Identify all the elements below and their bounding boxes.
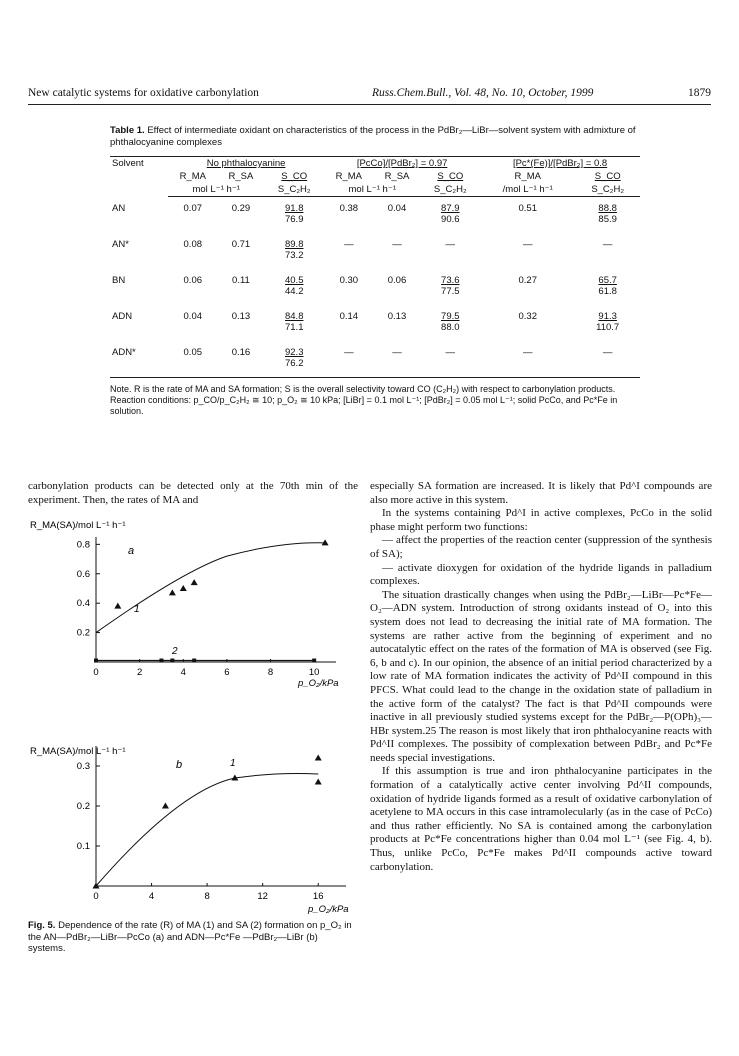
cell-rma2 xyxy=(324,341,373,378)
cell-solvent xyxy=(110,341,168,378)
group-pcco xyxy=(324,157,480,171)
cell-rsa1 xyxy=(218,305,265,341)
h-units-1: mol L⁻¹ h⁻¹ xyxy=(168,183,264,197)
cell-value: 0.04 xyxy=(387,203,407,214)
cell-sc2h2 xyxy=(577,358,638,369)
cell-value: 73.6 xyxy=(441,275,460,286)
cell-value: 0.27 xyxy=(518,275,537,286)
table-caption-text: Effect of intermediate oxidant on characteristics of the process in the PdBr₂—LiBr—solvent system with admixture of phthalocyanine complexes xyxy=(110,125,636,148)
curve-2-label: 2 xyxy=(172,646,178,657)
cell-value: 0.29 xyxy=(231,203,251,214)
table-row xyxy=(110,305,640,341)
cell-value: 91.8 xyxy=(284,203,304,214)
data-table xyxy=(110,156,640,378)
figure-caption xyxy=(28,920,353,955)
cell-rma2 xyxy=(324,305,373,341)
header-rule xyxy=(28,104,711,105)
cell-value: 0.51 xyxy=(518,203,537,214)
cell-value: — xyxy=(523,239,533,250)
cell-sc2h2: 85.9 xyxy=(598,214,617,225)
cell-sco1 xyxy=(264,269,324,305)
series-2-point xyxy=(170,659,174,663)
cell-value: — xyxy=(445,347,456,358)
cell-value: 92.3 xyxy=(284,347,304,358)
group-pcfe xyxy=(480,157,640,171)
cell-sc2h2: 76.2 xyxy=(284,358,304,369)
cell-sc2h2: 88.0 xyxy=(441,322,460,333)
cell-rma3 xyxy=(480,269,575,305)
cell-value: 0.08 xyxy=(183,239,203,250)
cell-rsa1 xyxy=(218,233,265,269)
y-tick-label: 0.2 xyxy=(76,627,90,639)
col-solvent: Solvent xyxy=(110,157,168,197)
cell-rma2 xyxy=(324,197,373,234)
cell-value: BN xyxy=(112,275,126,286)
cell-sc2h2 xyxy=(577,250,638,261)
panel-label: b xyxy=(176,759,183,771)
cell-value: 79.5 xyxy=(441,311,460,322)
curve-1-label: 1 xyxy=(230,758,236,769)
h-sc2h2-1: S_C₂H₂ xyxy=(264,183,324,197)
table-row xyxy=(110,233,640,269)
cell-rma1 xyxy=(168,341,217,378)
cell-value: — xyxy=(392,239,402,250)
cell-value: — xyxy=(392,347,402,358)
y-tick-label: 0.3 xyxy=(76,761,90,772)
cell-rsa2 xyxy=(374,341,421,378)
table-body xyxy=(110,197,640,378)
series-2-point xyxy=(159,659,163,663)
cell-sc2h2: 76.9 xyxy=(284,214,304,225)
table-note: Note. R is the rate of MA and SA formation; S is the overall selectivity toward CO (C₂H₂) with respect to carbonylation products. Reaction conditions: p_CO/p_C₂H₂ ≅ 10; p_O₂ ≅ 10 kPa; [LiBr] = 0.1 mol L⁻¹; [PdBr₂] = 0.05 mol L⁻¹; solid PcCo, and Pc*Fe in solution. xyxy=(110,384,618,416)
series-2-point xyxy=(312,659,316,663)
cell-value: 0.13 xyxy=(231,311,251,322)
x-tick-label: 16 xyxy=(312,891,324,902)
cell-rsa1 xyxy=(218,341,265,378)
cell-sc2h2: 90.6 xyxy=(441,214,460,225)
cell-value: 40.5 xyxy=(284,275,304,286)
x-tick-label: 4 xyxy=(180,667,186,678)
cell-sco1 xyxy=(264,341,324,378)
cell-sc2h2: 77.5 xyxy=(441,286,460,297)
series-1-curve xyxy=(96,774,318,887)
cell-value: 84.8 xyxy=(284,311,304,322)
cell-rma3 xyxy=(480,197,575,234)
cell-sco3 xyxy=(575,269,640,305)
table-row xyxy=(110,269,640,305)
cell-value: 0.14 xyxy=(339,311,359,322)
cell-value: 0.71 xyxy=(231,239,251,250)
series-2-point xyxy=(192,659,196,663)
h-units-2: mol L⁻¹ h⁻¹ xyxy=(324,183,420,197)
cell-sc2h2: 61.8 xyxy=(598,286,617,297)
x-tick-label: 8 xyxy=(267,667,274,678)
h-sco-1: S_CO xyxy=(281,171,308,182)
group-no-pc-label: No phthalocyanine xyxy=(206,158,286,169)
panel-label: a xyxy=(128,545,135,557)
cell-value: 0.07 xyxy=(183,203,203,214)
h-sc2h2-2: S_C₂H₂ xyxy=(420,183,480,197)
cell-value: 89.8 xyxy=(284,239,304,250)
left-paragraph: carbonylation products can be detected only at the 70th min of the experiment. Then, the rates of MA and xyxy=(28,480,358,506)
cell-sco3 xyxy=(575,305,640,341)
figure-plot xyxy=(28,512,358,916)
cell-value: 0.16 xyxy=(231,347,251,358)
paragraph: The situation drastically changes when using the PdBr₂—LiBr—Pc*Fe—O₂—ADN system. Introduction of strong oxidants instead of O₂ into this system does not lead to decreasing the initial rate of MA formation. The systems are rather active from the beginning of experiment and no autocatalytic effect on the rates of the formation of MA is observed (see Fig. 6, b and c). In our opinion, the absence of an initial period characterized by a low rate of MA formation indicates the activity of Pd^II compound in this PFCS. What could lead to the change in the oxidation state of palladium in the active form of the catalyst? The fact is that Pd^II compounds were inactive in all previously studied systems except for the PdBr₂—P(OPh)₃—HBr system.25 The reason is most likely that iron phthalocyanine reacts with Pd^II complexes. The possibity of complexation between PdBr₂ and Pc*Fe needs special investigations. xyxy=(370,588,712,764)
curve-1-label: 1 xyxy=(134,604,140,615)
cell-rsa2 xyxy=(374,197,421,234)
cell-sco2 xyxy=(420,305,480,341)
cell-rma1 xyxy=(168,233,217,269)
cell-rma2 xyxy=(324,233,373,269)
cell-sc2h2: 73.2 xyxy=(284,250,304,261)
cell-rma2 xyxy=(324,269,373,305)
y-tick-label: 0.2 xyxy=(76,801,90,812)
cell-value: 91.3 xyxy=(598,311,617,322)
figure-caption-label: Fig. 5. xyxy=(28,920,56,931)
h-units-3: /mol L⁻¹ h⁻¹ xyxy=(480,183,575,197)
y-tick-label: 0.6 xyxy=(76,568,90,580)
cell-value: — xyxy=(602,239,613,250)
journal-citation: Russ.Chem.Bull., Vol. 48, No. 10, October, 1999 xyxy=(372,87,594,99)
figure-5 xyxy=(28,512,358,916)
cell-value: — xyxy=(445,239,456,250)
h-rma-3: R_MA xyxy=(514,171,541,182)
cell-value: 0.04 xyxy=(183,311,203,322)
h-rma-2: R_MA xyxy=(335,171,363,182)
cell-sco3 xyxy=(575,341,640,378)
cell-value: 0.05 xyxy=(183,347,203,358)
x-tick-label: 8 xyxy=(204,891,210,902)
cell-sc2h2 xyxy=(422,250,478,261)
cell-value: 87.9 xyxy=(441,203,460,214)
y-tick-label: 0.1 xyxy=(76,841,90,852)
cell-sco2 xyxy=(420,197,480,234)
table-row xyxy=(110,197,640,234)
x-tick-label: 12 xyxy=(257,891,268,902)
cell-value: 0.32 xyxy=(518,311,537,322)
cell-sco1 xyxy=(264,305,324,341)
cell-sco2 xyxy=(420,233,480,269)
cell-rsa1 xyxy=(218,197,265,234)
y-tick-label: 0.8 xyxy=(76,539,90,551)
group-pcfe-label: [Pc*(Fe)]/[PdBr₂] = 0.8 xyxy=(512,158,608,169)
cell-rsa2 xyxy=(374,269,421,305)
y-axis-label: R_MA(SA)/mol L⁻¹ h⁻¹ xyxy=(30,520,126,531)
cell-value: 0.13 xyxy=(387,311,407,322)
h-rma-1: R_MA xyxy=(179,171,206,182)
x-tick-label: 0 xyxy=(93,667,99,678)
h-rsa-2: R_SA xyxy=(384,171,410,182)
x-tick-label: 2 xyxy=(136,667,143,678)
cell-value: 88.8 xyxy=(598,203,617,214)
running-header xyxy=(28,87,711,103)
cell-sc2h2 xyxy=(422,358,478,369)
table-row xyxy=(110,341,640,378)
cell-value: ADN xyxy=(112,311,133,322)
cell-sco3 xyxy=(575,197,640,234)
cell-value: 65.7 xyxy=(598,275,617,286)
series-1-point xyxy=(191,579,198,585)
x-axis-label: p_O₂/kPa xyxy=(298,678,339,689)
x-tick-label: 4 xyxy=(148,891,155,902)
cell-solvent xyxy=(110,197,168,234)
paragraph: In the systems containing Pd^I in active complexes, PcCo in the solid phase might perform two functions: xyxy=(370,507,712,533)
cell-rsa1 xyxy=(218,269,265,305)
cell-value: — xyxy=(523,347,533,358)
cell-rma3 xyxy=(480,233,575,269)
page-number: 1879 xyxy=(688,87,711,99)
h-rsa-1: R_SA xyxy=(228,171,254,182)
cell-value: — xyxy=(344,347,354,358)
cell-solvent xyxy=(110,233,168,269)
cell-rma1 xyxy=(168,305,217,341)
series-1-point xyxy=(114,603,121,609)
series-2-point xyxy=(94,659,98,663)
cell-rsa2 xyxy=(374,233,421,269)
cell-rma1 xyxy=(168,269,217,305)
table-caption xyxy=(110,125,640,149)
y-tick-label: 0.4 xyxy=(76,598,90,610)
cell-value: 0.06 xyxy=(183,275,203,286)
paragraph: especially SA formation are increased. It is likely that Pd^I compounds are also more active in this system. xyxy=(370,480,712,506)
y-axis-label: R_MA(SA)/mol L⁻¹ h⁻¹ xyxy=(30,746,126,757)
figure-caption-text: Dependence of the rate (R) of MA (1) and SA (2) formation on p_O₂ in the AN—PdBr₂—LiBr—PcCo (a) and ADN—Pc*Fe —PdBr₂—LiBr (b) systems. xyxy=(28,920,352,954)
cell-sc2h2: 44.2 xyxy=(284,286,304,297)
cell-sc2h2: 110.7 xyxy=(596,322,620,333)
series-1-point xyxy=(315,779,322,785)
paragraph: If this assumption is true and iron phthalocyanine participates in the formation of a catalytically active center involving Pd^II compounds, oxidation of hydride ligands formed as a result of oxidative carbonylation of acetylene to MA occurs in this case intramolecularly (as in the case of PcCo) and thus rather efficiently. No SA is contained among the carbonylation products at Pc*Fe concentrations higher than 0.04 mol L⁻¹ (see Fig. 4, b). Thus, unlike PcCo, Pc*Fe makes Pd^II compounds active toward carbonylation. xyxy=(370,765,712,873)
cell-sco2 xyxy=(420,341,480,378)
cell-rma3 xyxy=(480,341,575,378)
header-title: New catalytic systems for oxidative carbonylation xyxy=(28,87,259,99)
table-caption-label: Table 1. xyxy=(110,125,145,136)
cell-value: AN xyxy=(112,202,126,214)
cell-value: 0.38 xyxy=(339,203,359,214)
group-pcco-label: [PcCo]/[PdBr₂] = 0.97 xyxy=(356,158,448,169)
series-1-point xyxy=(169,589,176,595)
cell-rma3 xyxy=(480,305,575,341)
cell-sco1 xyxy=(264,233,324,269)
cell-value: 0.06 xyxy=(387,275,407,286)
cell-value: — xyxy=(344,239,354,250)
cell-rma1 xyxy=(168,197,217,234)
group-no-pc xyxy=(168,157,324,171)
cell-value: ADN* xyxy=(112,347,136,358)
x-tick-label: 10 xyxy=(308,667,320,678)
h-sc2h2-3: S_C₂H₂ xyxy=(575,183,640,197)
cell-sco1 xyxy=(264,197,324,234)
cell-solvent xyxy=(110,269,168,305)
h-sco-3: S_CO xyxy=(594,171,621,182)
x-axis-label: p_O₂/kPa xyxy=(308,904,349,915)
cell-value: AN* xyxy=(112,239,129,250)
cell-value: — xyxy=(602,347,613,358)
cell-rsa2 xyxy=(374,305,421,341)
left-column-text xyxy=(28,480,358,507)
series-1-point xyxy=(180,585,187,591)
series-1-point xyxy=(315,755,322,761)
series-1-point xyxy=(162,803,169,809)
cell-value: 0.30 xyxy=(339,275,359,286)
paragraph: — activate dioxygen for oxidation of the hydride ligands in palladium complexes. xyxy=(370,561,712,588)
paragraph: — affect the properties of the reaction center (suppression of the synthesis of SA); xyxy=(370,534,712,560)
cell-sco3 xyxy=(575,233,640,269)
cell-sc2h2: 71.1 xyxy=(284,322,304,333)
right-column-text xyxy=(370,480,712,874)
x-tick-label: 6 xyxy=(224,667,230,678)
cell-value: 0.11 xyxy=(232,275,250,286)
x-tick-label: 0 xyxy=(93,891,99,902)
h-sco-2: S_CO xyxy=(437,171,464,182)
cell-sco2 xyxy=(420,269,480,305)
cell-solvent xyxy=(110,305,168,341)
